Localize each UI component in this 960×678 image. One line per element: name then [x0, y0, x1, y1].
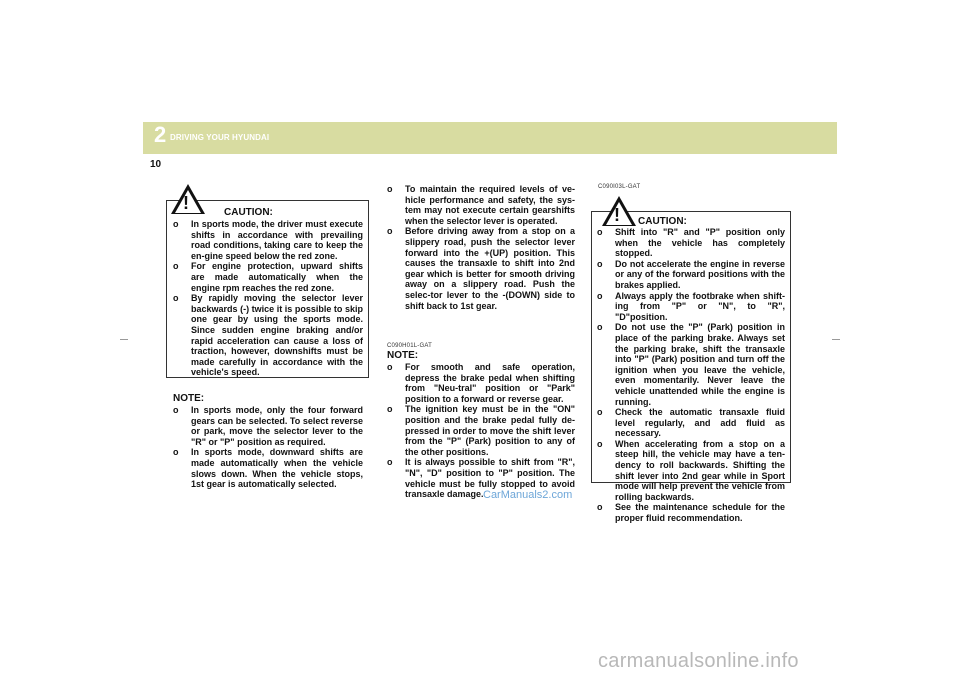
caution-title-right: CAUTION: [638, 216, 687, 227]
list-item: o To maintain the required levels of ve-hicle performance and safety, the sys-tem may not execute certain gearshifts when the selector lever is operated. [387, 184, 575, 226]
list-item: o See the maintenance schedule for the proper fluid recommendation. [597, 502, 785, 523]
reference-code-right: C090I03L-GAT [598, 184, 641, 190]
list-item: o Do not accelerate the engine in reverse or any of the forward positions with the brakes applied. [597, 259, 785, 291]
shift-info-list [387, 184, 575, 311]
list-item: o Always apply the footbrake when shift-ing from "P" or "N", to "R", "D"position. [597, 291, 785, 323]
note-title-left: NOTE: [173, 393, 205, 404]
list-item: o It is always possible to shift from "R", "N", "D" position to "P" position. The vehicle must be fully stopped to avoid transaxle damage. [387, 457, 575, 499]
crop-mark-right [832, 339, 840, 340]
footer-watermark: carmanualsonline.info [598, 650, 799, 672]
list-item: o In sports mode, the driver must execute shifts in accordance with prevailing road conditions, taking care to keep the en-gine speed below the red zone. [173, 219, 363, 261]
list-item: o The ignition key must be in the "ON" position and the brake pedal fully de-pressed in order to move the shift lever from the "P" (Park) position to any of the other positions. [387, 404, 575, 457]
caution-list-right [597, 227, 785, 524]
list-item: o Do not use the "P" (Park) position in place of the parking brake. Always set the parking brake, shift the transaxle into "P" (Park) position and turn off the ignition when you leave the vehicle, even momentarily. Never leave the vehicle unattended while the engine is running. [597, 322, 785, 407]
note-title-middle: NOTE: [387, 350, 419, 361]
list-item: o For engine protection, upward shifts are made automatically when the engine rpm reaches the red zone. [173, 261, 363, 293]
crop-mark-left [120, 339, 128, 340]
chapter-number: 2 [154, 122, 167, 147]
list-item: o For smooth and safe operation, depress the brake pedal when shifting from "Neu-tral" position or "Park" position to a forward or reverse gear. [387, 362, 575, 404]
note-list-left [173, 405, 363, 490]
list-item: o In sports mode, only the four forward gears can be selected. To select reverse or park, move the selector lever to the "R" or "P" position as required. [173, 405, 363, 447]
list-item: o By rapidly moving the selector lever backwards (-) twice it is possible to skip one gear by using the sports mode. Since sudden engine braking and/or rapid acceleration can cause a loss of traction, however, downshifts must be made carefully in accordance with the vehicle's speed. [173, 293, 363, 378]
list-item: o Before driving away from a stop on a slippery road, push the selector lever forward into the +(UP) position. This causes the transaxle to shift into 2nd gear which is better for smooth driving away on a slippery road. Push the selec-tor lever to the -(DOWN) side to shift back to 1st gear. [387, 226, 575, 311]
note-list-middle [387, 362, 575, 500]
list-item: o Shift into "R" and "P" position only when the vehicle has completely stopped. [597, 227, 785, 259]
page-number: 10 [150, 159, 162, 170]
caution-list-left [173, 219, 363, 378]
watermark-carmanuals2: CarManuals2.com [483, 489, 573, 501]
list-item: o In sports mode, downward shifts are made automatically when the vehicle slows down. When the vehicle stops, 1st gear is automatically selected. [173, 447, 363, 489]
caution-title-left: CAUTION: [224, 207, 273, 218]
exclamation-icon: ! [183, 193, 189, 213]
exclamation-icon: ! [614, 205, 620, 225]
reference-code-middle: C090H01L-GAT [387, 343, 432, 349]
list-item: o When accelerating from a stop on a steep hill, the vehicle may have a ten-dency to roll backwards. Shifting the shift lever into 2nd gear while in Sport mode will help prevent the vehicle from rolling backwards. [597, 439, 785, 503]
list-item: o Check the automatic transaxle fluid level regularly, and add fluid as necessary. [597, 407, 785, 439]
chapter-title: DRIVING YOUR HYUNDAI [170, 133, 270, 142]
